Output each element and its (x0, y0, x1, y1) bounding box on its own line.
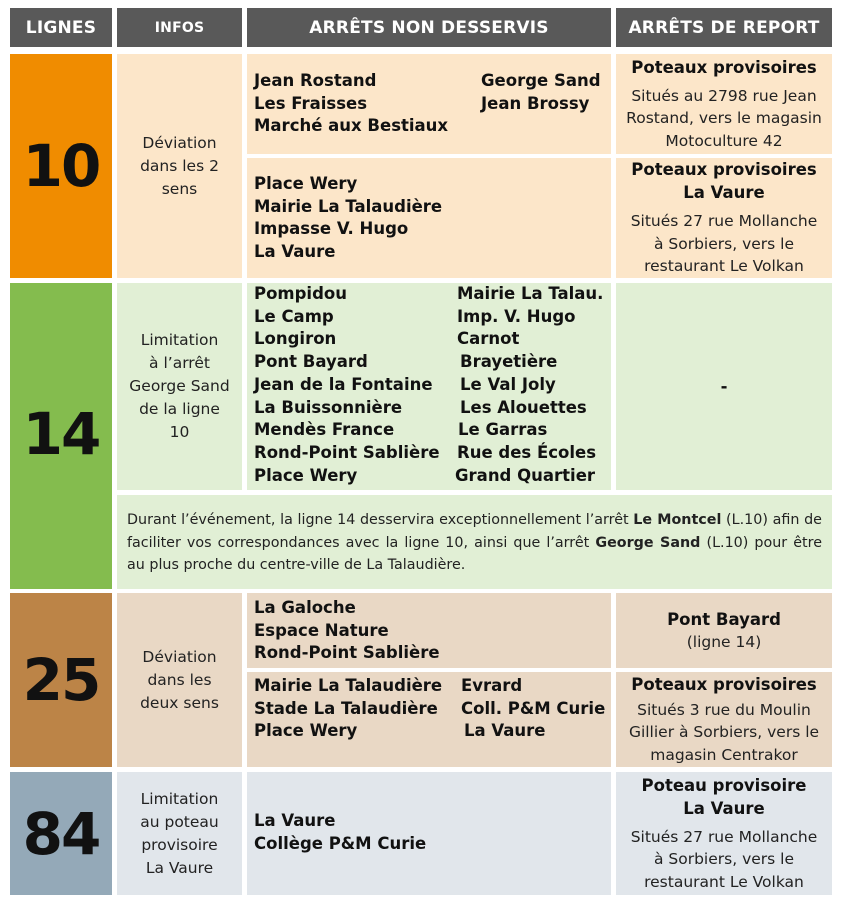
note-text: Durant l’événement, la ligne 14 desservira exceptionnellement l’arrêt (127, 512, 634, 528)
stop-name: Pompidou (254, 284, 347, 303)
stop-name: Jean Brossy (481, 93, 590, 113)
line-84-number: 84 (22, 799, 100, 868)
line-84-report (616, 772, 832, 895)
header-infos (117, 8, 242, 47)
line-10-info (117, 54, 242, 278)
line-10-number: 10 (22, 132, 100, 200)
stop-name: Carnot (457, 329, 520, 349)
info-text: dans les (147, 670, 212, 689)
report-desc: à Sorbiers, vers le (653, 234, 794, 253)
report-title: La Vaure (683, 183, 765, 203)
line-14-info (117, 283, 242, 490)
stop-name: Longiron (254, 329, 337, 349)
stop-name: La Buissonnière (254, 397, 403, 417)
report-desc: Gillier à Sorbiers, vers le (628, 723, 820, 742)
line-25-report-block-1 (616, 593, 832, 668)
stop-name: Brayetière (460, 352, 558, 372)
report-title: Poteaux provisoires (631, 674, 817, 694)
line-10-stops-block-1 (247, 54, 611, 154)
stop-name: Mairie La Talaudière (254, 676, 443, 695)
stop-name: Les Alouettes (460, 397, 587, 417)
report-desc: Situés au 2798 rue Jean (631, 86, 817, 105)
line-84-badge (10, 772, 112, 895)
stop-name: Stade La Talaudière (254, 698, 438, 718)
info-text: de la ligne (139, 400, 220, 418)
report-desc: restaurant Le Volkan (644, 872, 804, 891)
stop-name: Grand Quartier (455, 465, 596, 485)
line-10-badge (10, 54, 112, 278)
info-text: à l’arrêt (149, 354, 210, 372)
header-lignes (10, 8, 112, 47)
line-10-stops-block-2 (247, 158, 611, 278)
info-text: sens (161, 179, 198, 198)
stop-name: Place Wery (254, 465, 358, 485)
header-report (616, 8, 832, 47)
stop-name: La Vaure (254, 242, 336, 262)
stop-name: Espace Nature (254, 620, 389, 640)
stop-name: George Sand (481, 71, 601, 90)
report-title: Poteaux provisoires (631, 160, 817, 180)
stop-name: Jean Rostand (254, 71, 377, 90)
line-25-report-block-2 (616, 672, 832, 767)
report-title: Poteaux provisoires (631, 57, 817, 77)
line-25-stops-block-2 (247, 672, 611, 767)
stop-name: Collège P&M Curie (254, 833, 427, 853)
report-desc: à Sorbiers, vers le (653, 850, 794, 869)
header-lignes-label: LIGNES (25, 17, 97, 38)
stop-name: Le Garras (458, 420, 548, 440)
info-text: au poteau (140, 812, 219, 831)
line-84-info (117, 772, 242, 895)
line-25-number: 25 (22, 646, 100, 714)
note-text: (L.10) afin de faciliter vos correspondances avec la ligne 10, ainsi que l’arrêt (127, 512, 822, 551)
info-text: Limitation (140, 331, 219, 349)
stop-name: Rond-Point Sablière (254, 442, 440, 462)
note-highlight-stop: Le Montcel (633, 512, 722, 528)
stop-name: Impasse V. Hugo (254, 219, 409, 239)
line-10-report-block-2 (616, 158, 832, 278)
stop-name: La Vaure (464, 721, 546, 741)
report-desc: restaurant Le Volkan (644, 257, 804, 276)
line-10-report-block-1 (616, 54, 832, 154)
line-84-stops (247, 772, 611, 895)
line-25-info (117, 593, 242, 767)
line-25-badge (10, 593, 112, 767)
header-non-desservis (247, 8, 611, 47)
info-text: 10 (169, 423, 190, 441)
report-desc: Motoculture 42 (665, 131, 783, 150)
report-desc: Situés 27 rue Mollanche (630, 827, 818, 846)
line-14-note (117, 495, 832, 589)
stop-name: Place Wery (254, 721, 358, 741)
report-title: Poteau provisoire (641, 775, 807, 795)
stop-name: Marché aux Bestiaux (254, 116, 449, 136)
stop-name: Rond-Point Sablière (254, 643, 440, 663)
stop-name: Mairie La Talaudière (254, 196, 443, 216)
report-none: - (720, 377, 728, 396)
stop-name: Le Camp (254, 306, 334, 326)
report-desc: Situés 3 rue du Moulin (637, 700, 811, 719)
stop-name: Mendès France (254, 420, 395, 440)
stop-name: La Vaure (254, 811, 336, 830)
stop-name: Les Fraisses (254, 93, 368, 113)
info-text: provisoire (141, 835, 218, 854)
report-title: La Vaure (683, 798, 765, 818)
stop-name: Coll. P&M Curie (461, 698, 606, 718)
stop-name: Rue des Écoles (457, 442, 597, 462)
stop-name: Imp. V. Hugo (457, 306, 576, 326)
stop-name: Jean de la Fontaine (254, 374, 433, 394)
stop-name: Le Val Joly (460, 374, 556, 394)
report-desc: magasin Centrakor (650, 745, 798, 764)
report-desc: Situés 27 rue Mollanche (630, 212, 818, 231)
line-14-report (616, 283, 832, 490)
info-text: Déviation (142, 133, 217, 152)
info-text: Déviation (142, 647, 217, 666)
stop-name: La Galoche (254, 598, 356, 617)
info-text: La Vaure (145, 858, 214, 877)
header-report-label: ARRÊTS DE REPORT (628, 17, 820, 38)
info-text: George Sand (129, 377, 230, 395)
info-text: deux sens (140, 693, 219, 712)
report-sub: (ligne 14) (686, 632, 762, 651)
line-14-number: 14 (22, 400, 100, 468)
line-14-stops (247, 283, 611, 490)
line-14-badge (10, 283, 112, 589)
stop-name: Pont Bayard (254, 352, 368, 372)
header-non-desservis-label: ARRÊTS NON DESSERVIS (309, 17, 549, 38)
note-highlight-stop: George Sand (595, 534, 701, 551)
stop-name: Mairie La Talau. (457, 284, 604, 303)
note-text: (L.10) pour être au plus proche du centre-ville de La Talaudière. (127, 534, 822, 573)
info-text: Limitation (140, 789, 219, 808)
report-desc: Rostand, vers le magasin (626, 109, 822, 128)
info-text: dans les 2 (140, 156, 219, 175)
header-infos-label: INFOS (154, 19, 205, 36)
stop-name: Place Wery (254, 174, 358, 193)
report-title: Pont Bayard (667, 609, 781, 629)
stop-name: Evrard (461, 676, 523, 695)
line-25-stops-block-1 (247, 593, 611, 668)
